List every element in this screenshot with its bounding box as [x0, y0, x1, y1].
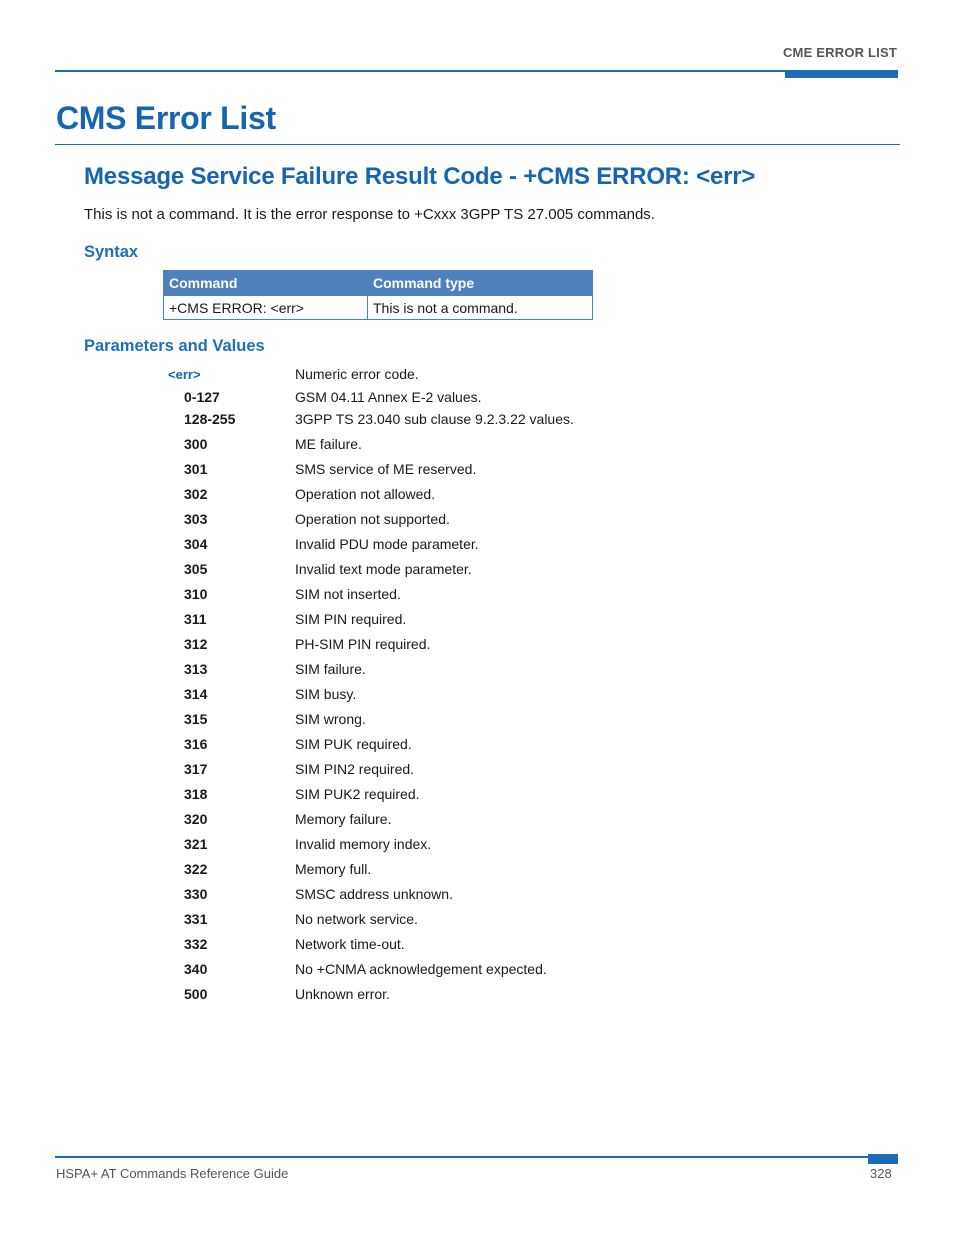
syntax-col-command-type: Command type	[368, 271, 593, 296]
header-section-label: CME ERROR LIST	[782, 45, 897, 60]
value-code: 0-127	[184, 389, 220, 405]
value-code: 320	[184, 811, 208, 827]
value-code: 310	[184, 586, 208, 602]
value-row	[0, 882, 954, 907]
value-row	[0, 857, 954, 882]
value-code: 303	[184, 511, 208, 527]
header-accent-block	[785, 70, 898, 78]
value-code: 317	[184, 761, 208, 777]
value-row	[0, 432, 954, 457]
value-description: Memory failure.	[295, 811, 392, 827]
value-row	[0, 957, 954, 982]
value-description: SMSC address unknown.	[295, 886, 453, 902]
value-row	[0, 582, 954, 607]
parameters-heading: Parameters and Values	[84, 337, 265, 355]
value-code: 304	[184, 536, 208, 552]
value-description: Network time-out.	[295, 936, 405, 952]
value-code: 314	[184, 686, 208, 702]
value-description: GSM 04.11 Annex E-2 values.	[295, 389, 482, 405]
value-code: 301	[184, 461, 208, 477]
value-code: 300	[184, 436, 208, 452]
value-row	[0, 482, 954, 507]
value-description: PH-SIM PIN required.	[295, 636, 431, 652]
value-row	[0, 657, 954, 682]
value-row	[0, 757, 954, 782]
value-code: 318	[184, 786, 208, 802]
value-description: Memory full.	[295, 861, 372, 877]
value-description: SIM wrong.	[295, 711, 366, 727]
value-description: Invalid memory index.	[295, 836, 432, 852]
page-title: CMS Error List	[56, 100, 276, 136]
value-description: ME failure.	[295, 436, 362, 452]
value-code: 315	[184, 711, 208, 727]
value-description: SIM busy.	[295, 686, 357, 702]
value-code: 302	[184, 486, 208, 502]
value-description: Operation not supported.	[295, 511, 450, 527]
value-description: No network service.	[295, 911, 418, 927]
value-description: SIM PIN required.	[295, 611, 407, 627]
value-row	[0, 507, 954, 532]
value-code: 322	[184, 861, 208, 877]
value-description: SMS service of ME reserved.	[295, 461, 477, 477]
value-description: No +CNMA acknowledgement expected.	[295, 961, 547, 977]
section-intro: This is not a command. It is the error response to +Cxxx 3GPP TS 27.005 commands.	[84, 206, 655, 223]
value-description: Operation not allowed.	[295, 486, 436, 502]
value-code: 332	[184, 936, 208, 952]
parameter-description: Numeric error code.	[295, 366, 419, 382]
value-row	[0, 832, 954, 857]
value-code: 321	[184, 836, 208, 852]
syntax-table-row	[164, 296, 593, 320]
syntax-cell-command-type: This is not a command.	[368, 296, 593, 320]
value-row	[0, 407, 954, 432]
value-row	[0, 932, 954, 957]
value-code: 330	[184, 886, 208, 902]
value-description: Unknown error.	[295, 986, 390, 1002]
title-rule	[55, 144, 900, 145]
value-row	[0, 557, 954, 582]
value-row	[0, 782, 954, 807]
value-row	[0, 457, 954, 482]
value-code: 305	[184, 561, 208, 577]
value-row	[0, 607, 954, 632]
section-title: Message Service Failure Result Code - +CMS ERROR: <err>	[84, 163, 756, 190]
parameter-values-list	[0, 385, 954, 1007]
footer-page-number: 328	[870, 1166, 892, 1181]
value-code: 312	[184, 636, 208, 652]
syntax-table	[163, 270, 593, 320]
parameter-name: <err>	[168, 367, 201, 382]
value-code: 313	[184, 661, 208, 677]
value-code: 331	[184, 911, 208, 927]
value-description: Invalid text mode parameter.	[295, 561, 472, 577]
value-row	[0, 707, 954, 732]
value-description: SIM PUK required.	[295, 736, 412, 752]
value-description: SIM PUK2 required.	[295, 786, 420, 802]
value-row	[0, 807, 954, 832]
footer-rule	[55, 1156, 868, 1158]
syntax-col-command: Command	[164, 271, 368, 296]
value-code: 311	[184, 611, 207, 627]
value-code: 340	[184, 961, 208, 977]
footer-doc-title: HSPA+ AT Commands Reference Guide	[56, 1166, 289, 1181]
syntax-heading: Syntax	[84, 243, 139, 261]
value-description: 3GPP TS 23.040 sub clause 9.2.3.22 values.	[295, 411, 574, 427]
value-row	[0, 682, 954, 707]
value-code: 500	[184, 986, 208, 1002]
syntax-table-header-row	[164, 271, 593, 296]
value-description: SIM failure.	[295, 661, 366, 677]
value-row	[0, 982, 954, 1007]
value-row	[0, 385, 954, 407]
value-row	[0, 907, 954, 932]
value-code: 128-255	[184, 411, 236, 427]
value-row	[0, 632, 954, 657]
value-code: 316	[184, 736, 208, 752]
footer-accent-block	[868, 1154, 898, 1164]
value-description: SIM not inserted.	[295, 586, 401, 602]
value-description: Invalid PDU mode parameter.	[295, 536, 479, 552]
value-row	[0, 532, 954, 557]
header-rule	[55, 70, 785, 72]
syntax-cell-command: +CMS ERROR: <err>	[164, 296, 368, 320]
value-description: SIM PIN2 required.	[295, 761, 415, 777]
value-row	[0, 732, 954, 757]
